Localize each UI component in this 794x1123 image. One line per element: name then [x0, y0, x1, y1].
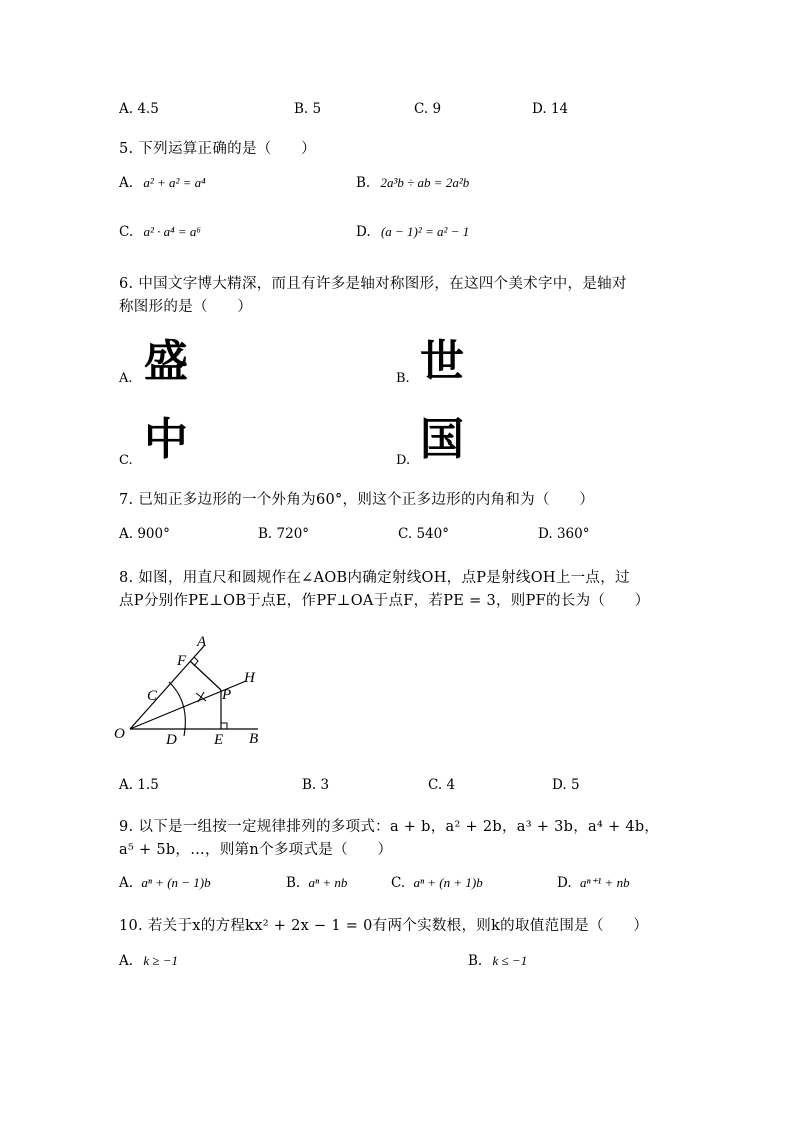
q6-stem-line1: 6. 中国文字博大精深，而且有许多是轴对称图形，在这四个美术字中，是轴对 — [119, 276, 627, 292]
q5-option-c — [119, 224, 201, 240]
right-angle-e — [221, 723, 227, 729]
label-a: A — [197, 634, 207, 650]
q6-option-a-char: 盛 — [144, 336, 188, 387]
right-angle-f — [194, 657, 198, 666]
option-text: 1.5 — [137, 777, 159, 793]
option-label: A. — [119, 101, 134, 117]
option-text: 9 — [432, 101, 442, 117]
q8-option-a — [119, 777, 159, 793]
q5-option-a — [119, 175, 206, 191]
label-f: F — [177, 653, 187, 669]
option-text: a² + a² = a⁴ — [143, 175, 206, 190]
option-text: 540° — [416, 526, 449, 542]
label-p: P — [222, 687, 232, 703]
option-label: B. — [286, 875, 301, 891]
label-o: O — [114, 726, 125, 742]
q6-option-b-char: 世 — [420, 336, 464, 387]
option-label: A. — [119, 875, 134, 891]
option-label: C. — [391, 875, 406, 891]
q4-option-b — [294, 101, 321, 117]
q10-option-a — [119, 953, 178, 969]
label-e: E — [214, 732, 224, 748]
option-label: B. — [294, 101, 309, 117]
option-label: D. — [557, 875, 572, 891]
option-text: aⁿ + nb — [308, 875, 348, 890]
option-text: 3 — [320, 777, 330, 793]
q5-stem: 5. 下列运算正确的是（ ） — [119, 141, 316, 157]
option-text: 5 — [312, 101, 322, 117]
option-text: 4.5 — [137, 101, 159, 117]
option-text: aⁿ + (n + 1)b — [413, 875, 483, 890]
q6-option-c-char: 中 — [144, 414, 188, 465]
q6-option-c-label: C. — [119, 453, 133, 468]
q4-option-d — [532, 101, 568, 117]
q9-stem-line1: 9. 以下是一组按一定规律排列的多项式：a + b，a² + 2b，a³ + 3b，a⁴ + 4b， — [119, 819, 660, 835]
cross-mark-2 — [198, 692, 204, 702]
q8-option-d — [552, 777, 580, 793]
option-text: (a − 1)² = a² − 1 — [380, 224, 470, 239]
option-text: 5 — [570, 777, 580, 793]
q7-option-d — [538, 526, 589, 542]
option-label: B. — [356, 175, 371, 191]
q4-option-c — [414, 101, 441, 117]
q6-option-b-label: B. — [396, 371, 410, 386]
option-text: 900° — [137, 526, 170, 542]
option-label: D. — [356, 224, 371, 240]
label-b: B — [249, 731, 259, 747]
q8-geometry-figure — [110, 628, 280, 753]
q6-option-a-label: A. — [119, 371, 133, 386]
q9-stem-line2: a⁵ + 5b，…，则第n个多项式是（ ） — [119, 842, 393, 858]
option-label: C. — [398, 526, 413, 542]
label-c: C — [147, 688, 158, 704]
option-text: k ≤ −1 — [492, 953, 528, 968]
option-label: D. — [532, 101, 547, 117]
option-label: A. — [119, 175, 134, 191]
label-h: H — [244, 670, 255, 686]
option-text: 720° — [276, 526, 310, 542]
q9-option-c — [391, 875, 483, 891]
option-text: aⁿ⁺¹ + nb — [579, 875, 630, 890]
label-d: D — [166, 732, 177, 748]
q7-option-c — [398, 526, 449, 542]
q9-option-d — [557, 875, 630, 891]
option-label: C. — [428, 777, 443, 793]
option-text: a² · a⁴ = a⁶ — [143, 224, 201, 239]
option-text: 2a³b ÷ ab = 2a²b — [380, 175, 470, 190]
option-label: C. — [119, 224, 134, 240]
option-label: A. — [119, 777, 134, 793]
option-text: 4 — [446, 777, 456, 793]
option-label: D. — [538, 526, 553, 542]
ray-oa — [130, 646, 204, 729]
q10-option-b — [468, 953, 527, 969]
q7-stem: 7. 已知正多边形的一个外角为60°，则这个正多边形的内角和为（ ） — [119, 492, 595, 508]
q8-stem-line2: 点P分别作PE⊥OB于点E，作PF⊥OA于点F，若PE = 3，则PF的长为（ ） — [119, 593, 650, 609]
option-text: aⁿ + (n − 1)b — [141, 875, 211, 890]
option-label: A. — [119, 953, 134, 969]
option-text: 360° — [556, 526, 590, 542]
option-text: k ≥ −1 — [143, 953, 179, 968]
q4-option-a — [119, 101, 159, 117]
q6-stem-line2: 称图形的是（ ） — [119, 299, 253, 315]
q5-option-b — [356, 175, 469, 191]
option-label: B. — [258, 526, 273, 542]
option-label: D. — [552, 777, 567, 793]
q9-option-a — [119, 875, 211, 891]
q9-option-b — [286, 875, 347, 891]
q6-option-d-label: D. — [396, 453, 411, 468]
q7-option-b — [258, 526, 309, 542]
option-label: B. — [302, 777, 317, 793]
option-text: 14 — [550, 101, 569, 117]
option-label: C. — [414, 101, 429, 117]
option-label: A. — [119, 526, 134, 542]
q8-option-b — [302, 777, 329, 793]
q6-option-d-char: 国 — [420, 414, 464, 465]
q8-stem-line1: 8. 如图，用直尺和圆规作在∠AOB内确定射线OH，点P是射线OH上一点，过 — [119, 570, 630, 586]
q10-stem: 10. 若关于x的方程kx² + 2x − 1 = 0有两个实数根，则k的取值范围是（ ） — [119, 918, 649, 934]
q5-option-d — [356, 224, 469, 240]
q8-option-c — [428, 777, 455, 793]
option-label: B. — [468, 953, 483, 969]
q7-option-a — [119, 526, 170, 542]
